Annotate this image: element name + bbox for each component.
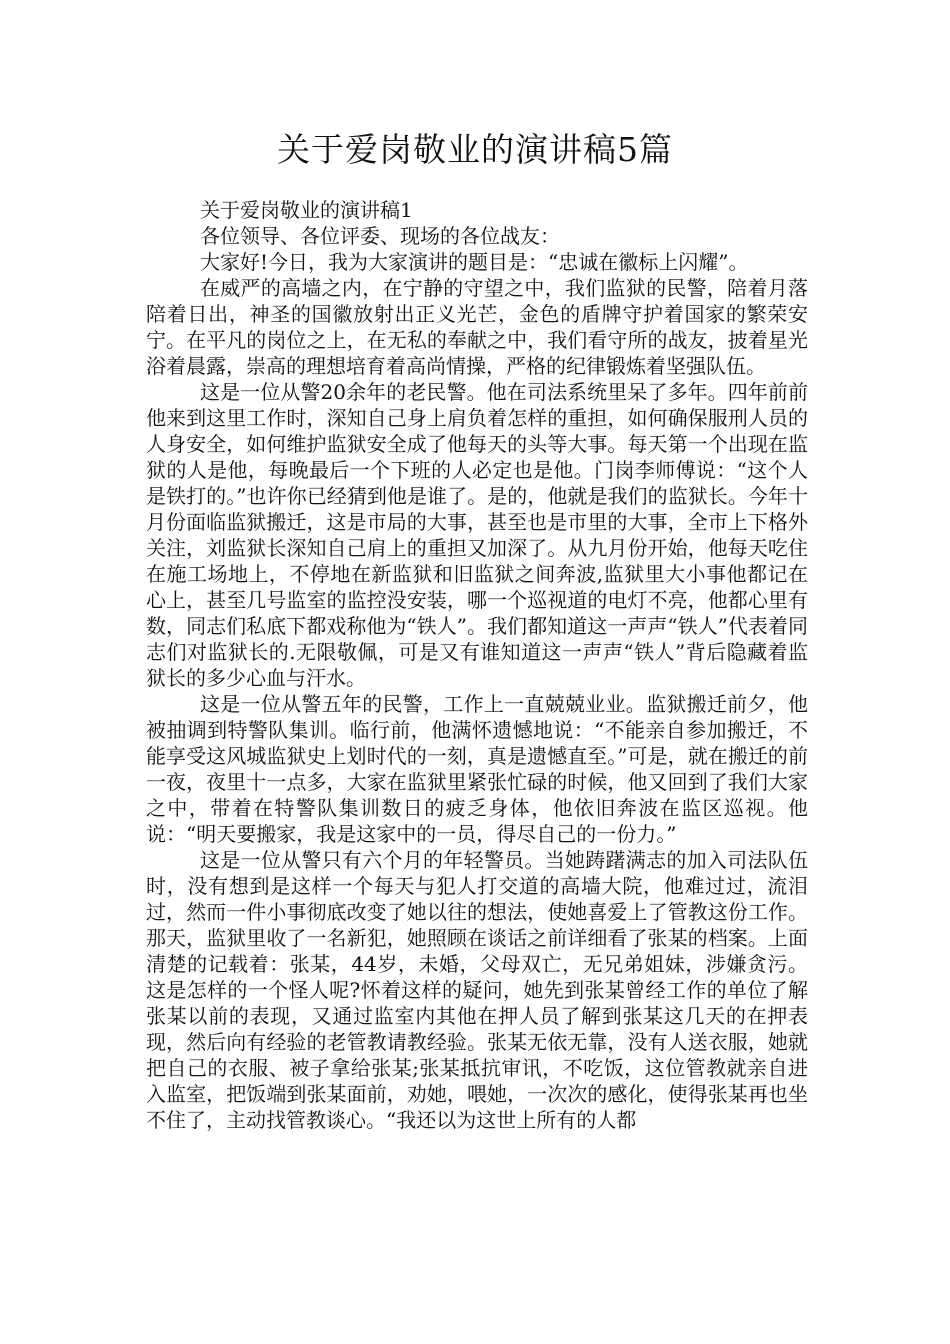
paragraph-greeting: 大家好!今日，我为大家演讲的题目是：“忠诚在徽标上闪耀”。 xyxy=(200,250,749,274)
document-title: 关于爱岗敬业的演讲稿5篇 xyxy=(277,130,673,169)
paragraph-salutation: 各位领导、各位评委、现场的各位战友： xyxy=(200,224,560,248)
document-body xyxy=(146,197,808,1133)
paragraph-heading: 关于爱岗敬业的演讲稿1 xyxy=(200,198,413,222)
paragraph: 这是一位从警20余年的老民警。他在司法系统里呆了多年。四年前前他来到这里工作时，深知自己身上肩负着怎样的重担，如何确保服刑人员的人身安全，如何维护监狱安全成了他每天的头等大事。每天第一个出现在监狱的人是他，每晚最后一个下班的人必定也是他。门岗李师傅说：“这个人是铁打的。”也许你已经猜到他是谁了。是的，他就是我们的监狱长。今年十月份面临监狱搬迁，这是市局的大事，甚至也是市里的大事，全市上下格外关注，刘监狱长深知自己肩上的重担又加深了。从九月份开始，他每天吃住在施工场地上，不停地在新监狱和旧监狱之间奔波,监狱里大小事他都记在心上，甚至几号监室的监控没安装，哪一个巡视道的电灯不亮，他都心里有数，同志们私底下都戏称他为“铁人”。我们都知道这一声声“铁人”代表着同志们对监狱长的.无限敬佩，可是又有谁知道这一声声“铁人”背后隐藏着监狱长的多少心血与汗水。 xyxy=(146,380,808,690)
paragraph: 在威严的高墙之内，在宁静的守望之中，我们监狱的民警，陪着月落陪着日出，神圣的国徽放射出正义光芒，金色的盾牌守护着国家的繁荣安宁。在平凡的岗位之上，在无私的奉献之中，我们看守所的战友，披着星光浴着晨露，崇高的理想培育着高尚情操，严格的纪律锻炼着坚强队伍。 xyxy=(146,276,808,378)
paragraph: 这是一位从警只有六个月的年轻警员。当她踌躇满志的加入司法队伍时，没有想到是这样一个每天与犯人打交道的高墙大院，他难过过，流泪过，然而一件小事彻底改变了她以往的想法，使她喜爱上了管教这份工作。那天，监狱里收了一名新犯，她照顾在谈话之前详细看了张某的档案。上面清楚的记载着：张某，44岁，未婚，父母双亡，无兄弟姐妹，涉嫌贪污。这是怎样的一个怪人呢?怀着这样的疑问，她先到张某曾经工作的单位了解张某以前的表现，又通过监室内其他在押人员了解到张某这几天的在押表现，然后向有经验的老管教请教经验。张某无依无靠，没有人送衣服，她就把自己的衣服、被子拿给张某;张某抵抗审讯，不吃饭，这位管教就亲自进入监室，把饭端到张某面前，劝她，喂她，一次次的感化，使得张某再也坐不住了，主动找管教谈心。“我还以为这世上所有的人都 xyxy=(146,848,808,1132)
paragraph: 这是一位从警五年的民警，工作上一直兢兢业业。监狱搬迁前夕，他被抽调到特警队集训。临行前，他满怀遗憾地说：“不能亲自参加搬迁，不能享受这风城监狱史上划时代的一刻，真是遗憾直至。”可是，就在搬迁的前一夜，夜里十一点多，大家在监狱里紧张忙碌的时候，他又回到了我们大家之中，带着在特警队集训数日的疲乏身体，他依旧奔波在监区巡视。他说：“明天要搬家，我是这家中的一员，得尽自己的一份力。” xyxy=(146,692,808,846)
